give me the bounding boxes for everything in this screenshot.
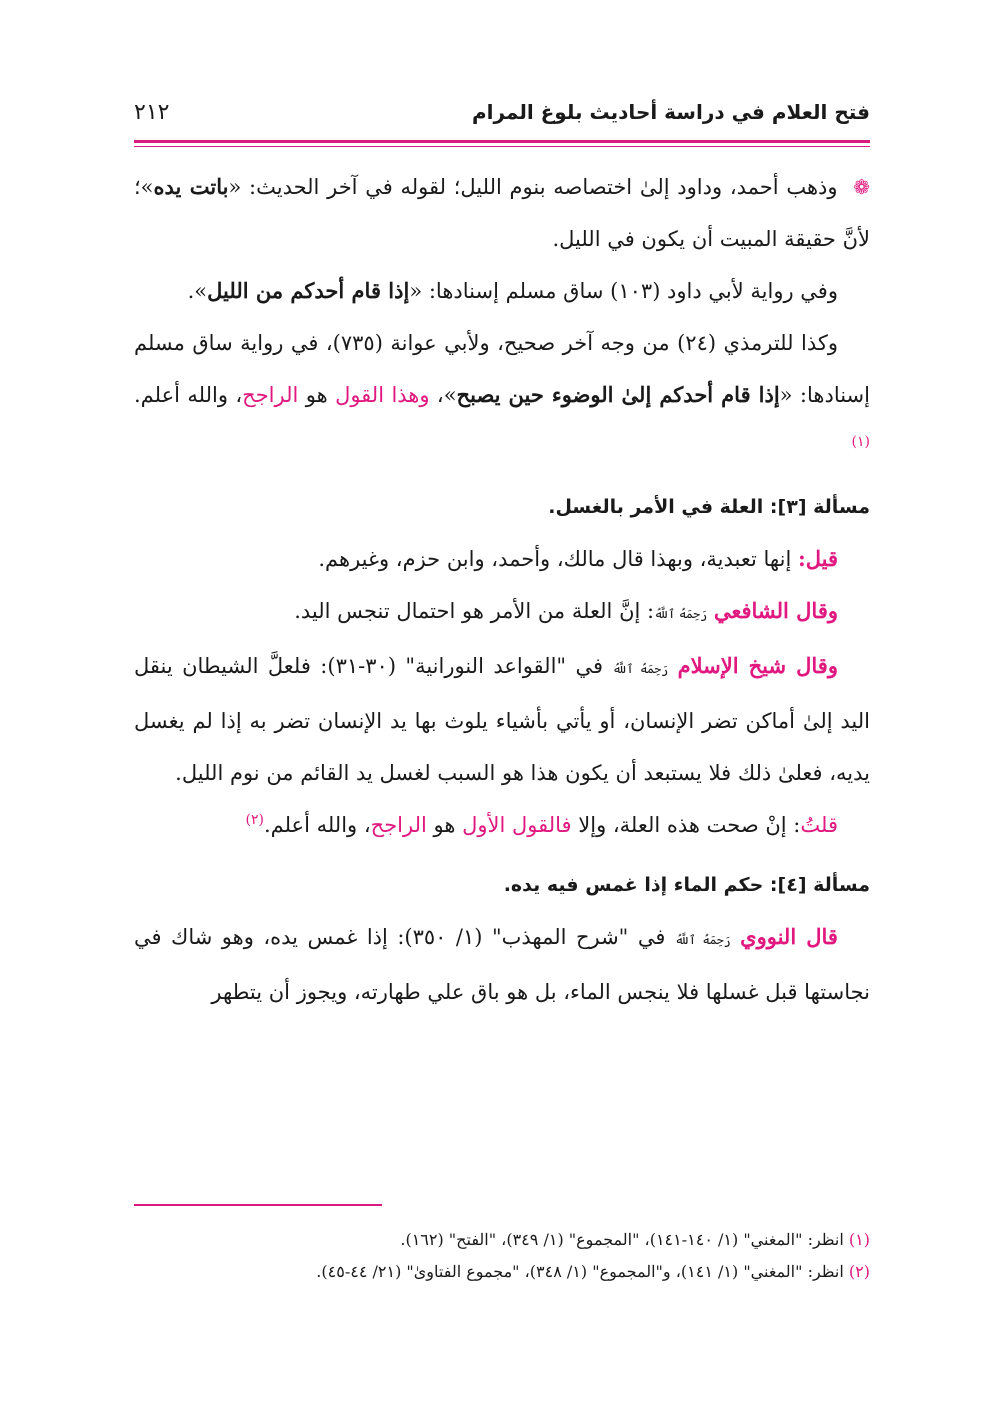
- p8-text: في "شرح المهذب" (١/ ٣٥٠): إذا غمس يده، وهو شاك في نجاستها قبل غسلها فلا ينجس الماء، بل هو باق علي طهارته، ويجوز أن يتطهر: [134, 925, 870, 1004]
- page-body: [134, 100, 870, 1018]
- paragraph-5: [134, 585, 870, 640]
- paragraph-1: [134, 161, 870, 265]
- footnote-2-number: (٢): [848, 1262, 870, 1281]
- p7-text-a: : إنْ صحت هذه العلة، وإلا: [571, 813, 801, 837]
- p2-text-a: وفي رواية لأبي داود (١٠٣) ساق مسلم إسنادها: «: [409, 279, 838, 303]
- paragraph-4: [134, 533, 870, 585]
- p8-lead: قال النووي: [740, 924, 838, 949]
- paragraph-8: [134, 911, 870, 1018]
- p7-text-b: هو: [426, 813, 463, 837]
- footnote-2: [134, 1256, 870, 1288]
- header-rule-thin: [134, 146, 870, 147]
- p3-text-d: ، والله أعلم.: [134, 383, 243, 407]
- p6-lead: وقال شيخ الإسلام: [677, 653, 838, 678]
- p1-text-b: »؛ لأنَّ حقيقة المبيت أن يكون في الليل.: [134, 175, 870, 251]
- p1-quote: باتت يده: [153, 174, 229, 199]
- p5-lead: وقال الشافعي: [713, 598, 838, 623]
- p2-quote: إذا قام أحدكم من الليل: [207, 278, 410, 303]
- p7-text-c: ، والله أعلم.: [263, 813, 371, 837]
- p7-highlight-b: الراجح: [370, 813, 427, 837]
- heading-4-label: مسألة [٤]:: [769, 874, 870, 896]
- paragraph-3: [134, 317, 870, 473]
- p2-text-b: ».: [187, 279, 208, 303]
- p3-text-b: »،: [429, 383, 457, 407]
- p6-text: في "القواعد النورانية" (٣٠-٣١): فلعلَّ الشيطان ينقل اليد إلىٰ أماكن تضر الإنسان، أو يأتي بأشياء يلوث بها يد الإنسان تضر به إذا لم يغسل يديه، فعلىٰ ذلك فلا يستبعد أن يكون هذا هو السبب لغسل يد القائم من نوم الليل.: [134, 654, 870, 785]
- p5-honorific: رَحِمَهُ ٱللَّهُ: [654, 607, 708, 621]
- p3-text-a: وكذا للترمذي (٢٤) من وجه آخر صحيح، ولأبي عوانة (٧٣٥)، في رواية ساق مسلم إسنادها: «: [134, 331, 870, 407]
- p4-text: إنها تعبدية، وبهذا قال مالك، وأحمد، وابن حزم، وغيرهم.: [318, 547, 798, 571]
- heading-3-label: مسألة [٣]:: [769, 496, 870, 518]
- p3-text-c: هو: [298, 383, 336, 407]
- running-header: [134, 100, 870, 136]
- p8-honorific: رَحِمَهُ ٱللَّهُ: [674, 933, 731, 947]
- header-rule-thick: [134, 140, 870, 143]
- p5-text: : إنَّ العلة من الأمر هو احتمال تنجس اليد.: [294, 599, 655, 623]
- p3-quote: إذا قام أحدكم إلىٰ الوضوء حين يصبح: [456, 382, 780, 407]
- footnote-1-number: (١): [848, 1230, 870, 1249]
- footnote-1-text: انظر: "المغني" (١/ ١٤٠-١٤١)، "المجموع" (١/ ٣٤٩)، "الفتح" (١٦٢).: [400, 1230, 844, 1249]
- heading-4-title: حكم الماء إذا غمس فيه يده.: [503, 874, 764, 896]
- section-heading-4: [134, 859, 870, 911]
- flower-bullet-icon: ❁: [853, 175, 870, 199]
- section-heading-3: [134, 481, 870, 533]
- p1-text-a: وذهب أحمد، وداود إلىٰ اختصاصه بنوم الليل؛ لقوله في آخر الحديث: «: [228, 175, 838, 199]
- p7-lead: قلتُ: [800, 813, 838, 837]
- paragraph-2: [134, 265, 870, 317]
- footnote-ref-2[interactable]: (٢): [245, 812, 264, 828]
- p7-highlight-a: فالقول الأول: [462, 813, 572, 837]
- p3-highlight-b: الراجح: [242, 383, 299, 407]
- paragraph-6: [134, 640, 870, 799]
- p4-lead: قيل:: [797, 546, 838, 571]
- footnote-separator: [134, 1204, 382, 1206]
- p3-highlight-a: وهذا القول: [335, 383, 430, 407]
- page-number: ٢١٢: [134, 100, 170, 125]
- footnotes: [134, 1224, 870, 1288]
- footnote-2-text: انظر: "المغني" (١/ ١٤١)، و"المجموع" (١/ ٣٤٨)، "مجموع الفتاوىٰ" (٢١/ ٤٤-٤٥).: [316, 1262, 844, 1281]
- book-title: فتح العلام في دراسة أحاديث بلوغ المرام: [471, 100, 870, 124]
- paragraph-7: [134, 799, 870, 851]
- footnote-1: [134, 1224, 870, 1256]
- footnote-ref-1[interactable]: (١): [851, 434, 870, 450]
- p6-honorific: رَحِمَهُ ٱللَّهُ: [612, 662, 669, 676]
- heading-3-title: العلة في الأمر بالغسل.: [548, 496, 764, 518]
